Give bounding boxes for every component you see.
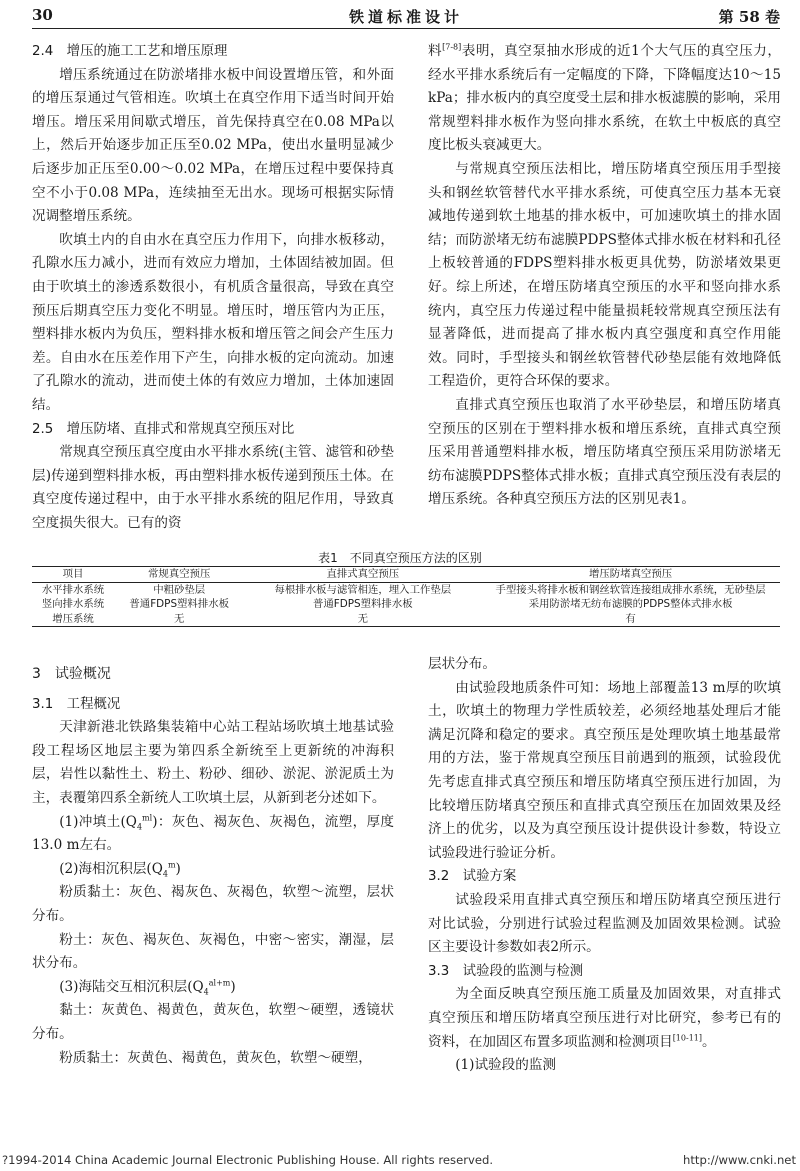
table-header-cell: 项目	[62, 568, 84, 581]
table-cell: 增压系统	[52, 612, 94, 625]
table-caption: 表1 不同真空预压方法的区别	[318, 551, 482, 565]
table-row	[32, 582, 780, 597]
paragraph: 层状分布。	[428, 656, 496, 672]
paragraph: 常规真空预压真空度由水平排水系统(主管、滤管和砂垫层)传递到塑料排水板，再由塑料排水板传递到预压土体。在真空度传递过程中，由于水平排水系统的阻尼作用，导致真空度损失很大。已有的资	[32, 444, 394, 531]
table-header-row	[32, 567, 780, 583]
table-cell: 竖向排水系统	[41, 598, 105, 611]
table-cell: 有	[625, 612, 636, 625]
table-header-cell: 直排式真空预压	[326, 568, 400, 581]
subsection-heading: 2.4 增压的施工工艺和增压原理	[32, 44, 228, 59]
paragraph: 试验段采用直排式真空预压和增压防堵真空预压进行对比试验，分别进行试验过程监测及加固效果检测。试验区主要设计参数如表2所示。	[428, 891, 781, 956]
paragraph: 天津新港北铁路集装箱中心站工程站场吹填土地基试验段工程场区地层主要为第四系全新统至上更新统的冲海积层，岩性以黏性土、粉土、粉砂、细砂、淤泥、淤泥质土为主，表覆第四系全新统人工吹填土层，从新到老分述如下。	[32, 719, 394, 806]
table-cell: 每根排水板与滤管相连，埋入工作垫层	[274, 583, 452, 596]
paragraph: 料[7-8]表明，真空泵抽水形成的近1个大气压的真空压力，经水平排水系统后有一定幅度的下降，下降幅度达10～15 kPa；排水板内的真空度受土层和排水板滤膜的影响，采用常规塑料排水板作为竖向排水系统，在软土中板底的真空度比板头衰减更大。	[428, 42, 781, 154]
table-cell: 水平排水系统	[41, 583, 105, 596]
list-item: (3)海陆交互相沉积层$(Q_4^{al+m})$	[59, 978, 236, 997]
table-cell: 中粗砂垫层	[153, 583, 206, 596]
paragraph: 为全面反映真空预压施工质量及加固效果，对直排式真空预压和增压防堵真空预压进行对比研究，参考已有的资料，在加固区布置多项监测和检测项目[10-11]。	[428, 986, 781, 1050]
page-number: 30	[32, 6, 53, 24]
list-item: (1)试验段的监测	[455, 1057, 557, 1074]
right-column-bottom	[428, 653, 781, 1078]
table-header-cell: 增压防堵真空预压	[589, 568, 673, 581]
subsection-heading: 3.1 工程概况	[32, 696, 121, 712]
table-cell: 普通FDPS塑料排水板	[313, 598, 413, 611]
paragraph: 与常规真空预压法相比，增压防堵真空预压用手型接头和钢丝软管替代水平排水系统，可使真空压力基本无衰减地传递到软土地基的排水板中，可加速吹填土的排水固结；而防淤堵无纺布滤膜PDPS整体式排水板在材料和孔径上板较普通的FDPS塑料排水板更具优势，防淤堵效果更好。综上所述，在增压防堵真空预压的水平和竖向排水系统内，真空压力传递过程中能量损耗较常规真空预压法有显著降低，进而提高了排水板内真空强度和真空作用能效。同时，手型接头和钢丝软管替代砂垫层能有效地降低工程造价，更符合环保的要求。	[428, 160, 781, 390]
comparison-table	[32, 566, 780, 627]
left-column-top	[32, 40, 394, 535]
volume-number: 第 58 卷	[718, 8, 780, 26]
right-column-top	[428, 40, 781, 512]
table-cell: 无	[174, 612, 185, 625]
paragraph: 直排式真空预压也取消了水平砂垫层，和增压防堵真空预压的区别在于塑料排水板和增压系统，直排式真空预压采用普通塑料排水板，增压防堵真空预压采用防淤堵无纺布滤膜PDPS整体式排水板；直排式真空预压没有表层的增压系统。各种真空预压方法的区别见表1。	[428, 396, 781, 508]
cnki-link[interactable]: http://www.cnki.net	[683, 1153, 796, 1167]
citation[interactable]: [10-11]	[672, 1032, 702, 1042]
table-row	[32, 597, 780, 612]
paragraph: 增压系统通过在防淤堵排水板中间设置增压管，和外面的增压泵通过气管相连。吹填土在真空作用下适当时间开始增压。增压采用间歇式增压，首先保持真空在0.08 MPa以上，然后开始逐步加正压至0.02 MPa，使出水量明显减少后逐步加正压至0.00～0.02 MPa，在增压过程中要保持真空不小于0.08 MPa，连续抽至无出水。现场可根据实际情况调整增压系统。	[32, 66, 394, 225]
section-heading: 3 试验概况	[32, 666, 111, 682]
subsection-heading: 3.3 试验段的监测与检测	[428, 963, 584, 979]
journal-name: 铁道标准设计	[348, 8, 463, 26]
paragraph: 粉质黏土：灰黄色、褐黄色，黄灰色，软塑～硬塑，	[59, 1049, 372, 1066]
table-header-cell: 常规真空预压	[148, 568, 211, 581]
page-header	[32, 6, 780, 29]
copyright-notice: ?1994-2014 China Academic Journal Electronic Publishing House. All rights reserved.	[2, 1153, 494, 1167]
table-cell: 普通FDPS塑料排水板	[129, 598, 229, 611]
table-cell: 采用防淤堵无纺布滤膜的PDPS整体式排水板	[528, 598, 733, 611]
list-item: (2)海相沉积层$(Q_4^m)$	[59, 860, 181, 879]
table-row	[32, 612, 780, 627]
left-column-bottom	[32, 663, 394, 1070]
paragraph: 粉质黏土：灰色、褐灰色、灰褐色，软塑～流塑，层状分布。	[32, 884, 394, 924]
table-cell: 手型接头将排水板和钢丝软管连接组成排水系统，无砂垫层	[495, 583, 766, 596]
subsection-heading: 2.5 增压防堵、直排式和常规真空预压对比	[32, 421, 295, 437]
subsection-heading: 3.2 试验方案	[428, 869, 517, 885]
list-item: (1)冲填土$(Q_4^{ml})$：灰色、褐灰色、灰褐色，流塑，厚度13.0 m左右。	[32, 813, 394, 854]
paragraph: 黏土：灰黄色、褐黄色，黄灰色，软塑～硬塑，透镜状分布。	[32, 1002, 394, 1042]
table-cell: 无	[357, 612, 369, 625]
paragraph: 吹填土内的自由水在真空压力作用下，向排水板移动，孔隙水压力减小，进而有效应力增加，土体固结被加固。但由于吹填土的渗透系数很小，有机质含量很高，导致在真空预压后期真空压力变化不明显。增压时，增压管内为正压，塑料排水板内为负压，塑料排水板和增压管之间会产生压力差。自由水在压差作用下产生，向排水板的定向流动。加速了孔隙水的流动，进而使土体的有效应力增加，土体加速固结。	[32, 231, 394, 413]
paragraph: 粉土：灰色、褐灰色、灰褐色，中密～密实，潮湿，层状分布。	[32, 931, 394, 972]
paragraph: 由试验段地质条件可知：场地上部覆盖13 m厚的吹填土，吹填土的物理力学性质较差，必须经地基处理后才能满足沉降和稳定的要求。真空预压是处理吹填土地基最常用的方法，鉴于常规真空预压目前遇到的瓶颈，试验段优先考虑直排式真空预压和增压防堵真空预压进行加固，为比较增压防堵真空预压和直排式真空预压在加固效果及经济上的优劣，以及为真空预压设计提供设计参数，特设立试验段进行验证分析。	[428, 679, 781, 861]
citation[interactable]: [7-8]	[442, 42, 462, 52]
